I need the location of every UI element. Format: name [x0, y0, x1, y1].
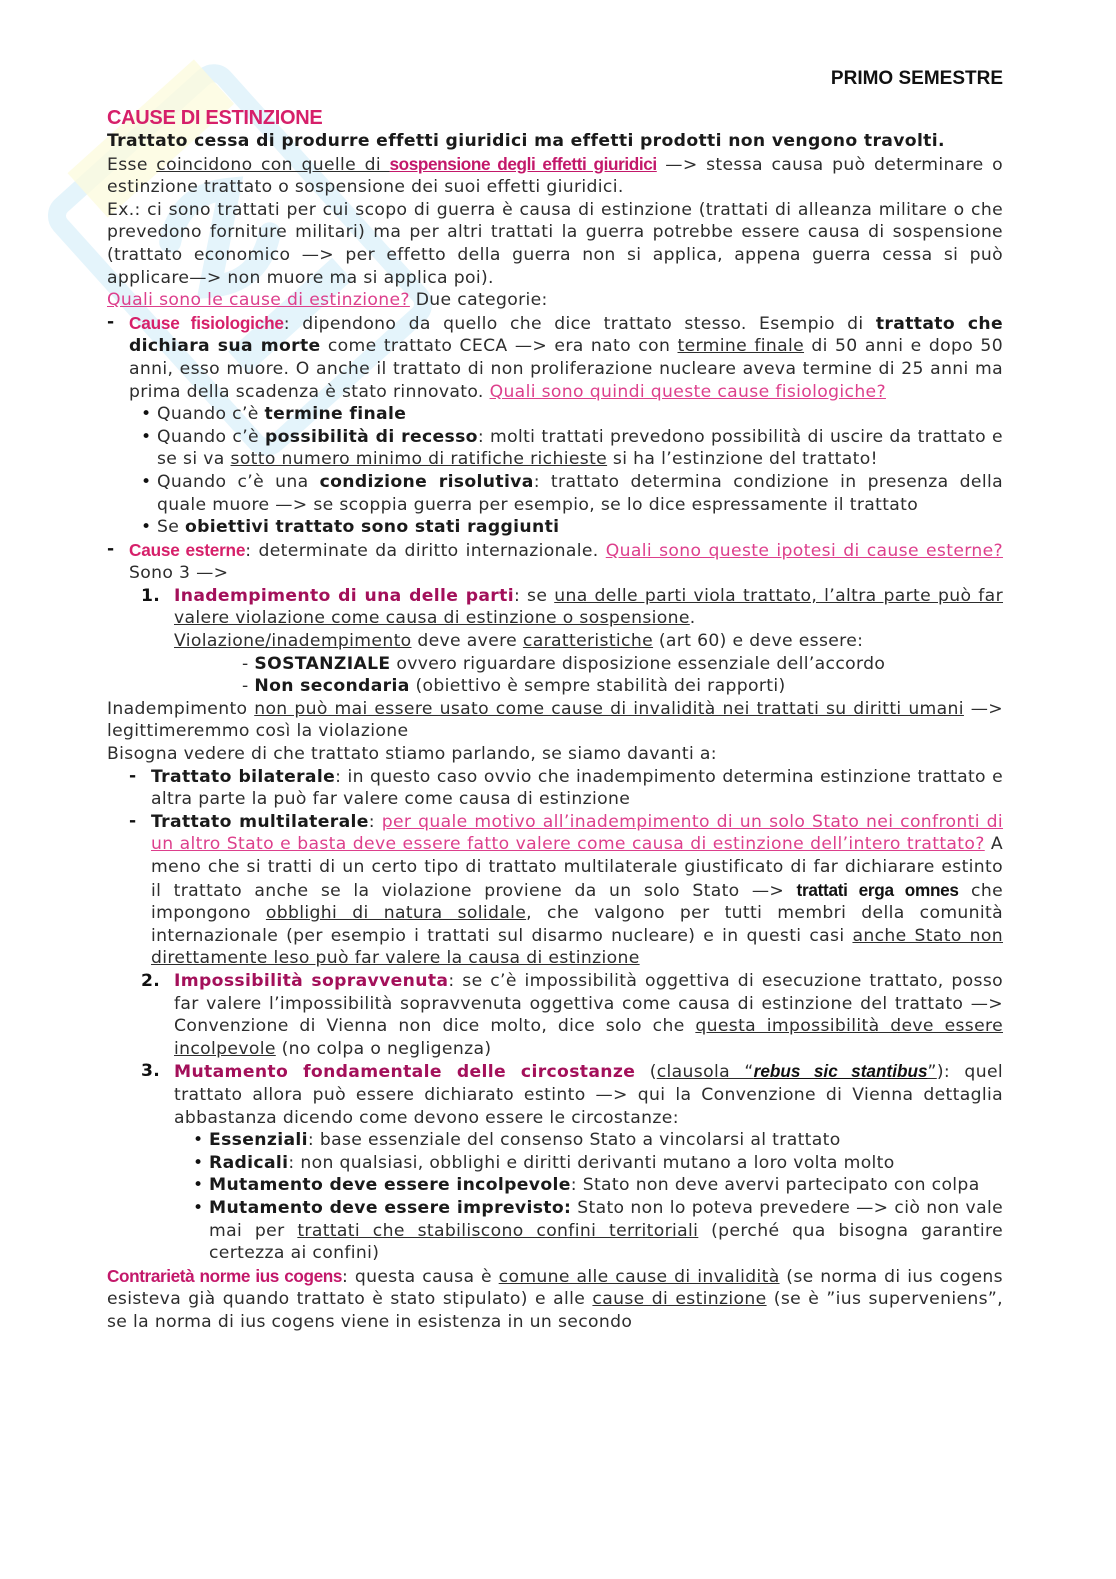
intro-example: Ex.: ci sono trattati per cui scopo di guerra è causa di estinzione (trattati di alleanza militare o che prevedono forniture militari) ma per altri trattati la guerra potrebbe essere causa di sospensione (trattato economico —> per effetto della guerra non si applica, appena guerra cessa si può applicare—> non muore ma si applica poi).	[107, 199, 1003, 288]
mutamento-item: 3. Mutamento fondamentale delle circostanze (clausola “rebus sic stantibus”): quel trattato allora può essere dichiarato estinto —> qui la Convenzione di Vienna dettaglia abbastanza dicendo come devono essere le circostanze:	[141, 1061, 1003, 1128]
mutamento-bullet-essenziali: • Essenziali: base essenziale del consenso Stato a vincolarsi al trattato	[179, 1129, 1003, 1152]
bilaterale-item: - Trattato bilaterale: in questo caso ovvio che inadempimento determina estinzione trattato e altra parte la può far valere come causa di estinzione	[129, 766, 1003, 811]
fisio-bullet-obiettivi: • Se obiettivi trattato sono stati raggiunti	[129, 516, 1003, 539]
mutamento-bullet-incolpevole: • Mutamento deve essere incolpevole: Stato non deve avervi partecipato con colpa	[179, 1174, 1003, 1197]
fisio-bullet-termine: • Quando c’è termine finale	[129, 403, 1003, 426]
inadempimento-note: Inadempimento non può mai essere usato come cause di invalidità nei trattati su diritti umani —> legittimeremmo così la violazione	[107, 698, 1003, 742]
impossibilita-item: 2. Impossibilità sopravvenuta: se c’è impossibilità oggettiva di esecuzione trattato, posso far valere l’impossibilità sopravvenuta oggettiva come causa di estinzione del trattato —> Convenzione di Vienna non dice molto, dice solo che questa impossibilità deve essere incolpevole (no colpa o negligenza)	[141, 970, 1003, 1059]
section-title: CAUSE DI ESTINZIONE	[107, 107, 323, 129]
fisio-bullet-recesso: • Quando c’è possibilità di recesso: molti trattati prevedono possibilità di uscire da trattato e se si va sotto numero minimo di ratifiche richieste si ha l’estinzione del trattato!	[129, 426, 1003, 471]
multilaterale-item: - Trattato multilaterale: per quale motivo all’inadempimento di un solo Stato nei confronti di un altro Stato e basta deve essere fatto valere come causa di estinzione dell’intero trattato? A meno che si tratti di un certo tipo di trattato multilaterale giustificato di far dichiarare estinto il trattato anche se la violazione proviene da un solo Stato —> trattati erga omnes che impongono obblighi di natura solidale, che valgono per tutti membri della comunità internazionale (per esempio i trattati sul disarmo nucleare) e in questi casi anche Stato non direttamente leso può far valere la causa di estinzione	[129, 811, 1003, 970]
document-page	[107, 68, 1003, 1333]
requisite-sostanziale: - SOSTANZIALE ovvero riguardare disposizione essenziale dell’accordo	[242, 653, 886, 674]
mutamento-bullet-radicali: • Radicali: non qualsiasi, obblighi e diritti derivanti mutano a loro volta molto	[179, 1152, 1003, 1175]
fisio-bullet-condizione: • Quando c’è una condizione risolutiva: trattato determina condizione in presenza della quale muore —> se scoppia guerra per esempio, se lo dice espressamente il trattato	[129, 471, 1003, 516]
inadempimento-item: 1. Inadempimento di una delle parti: se una delle parti viola trattato, l’altra parte può far valere violazione come causa di estinzione o sospensione. Violazione/inadempimento deve avere caratteristiche (art 60) e deve essere:	[141, 585, 1003, 652]
ius-cogens-paragraph: Contrarietà norme ius cogens: questa causa è comune alle cause di invalidità (se norma di ius cogens esisteva già quando trattato è stato stipulato) e alle cause di estinzione (se è ”ius superveniens”, se la norma di ius cogens viene in esistenza in un secondo	[107, 1265, 1003, 1332]
intro-coincidence: Esse coincidono con quelle di sospensione degli effetti giuridici —> stessa causa può determinare o estinzione trattato o sospensione dei suoi effetti giuridici.	[107, 153, 1003, 198]
requisite-non-secondaria: - Non secondaria (obiettivo è sempre stabilità dei rapporti)	[242, 676, 786, 697]
esterne-item: - Cause esterne: determinate da diritto internazionale. Quali sono queste ipotesi di cause esterne? Sono 3 —>	[107, 539, 1003, 585]
fisiologiche-item: - Cause fisiologiche: dipendono da quello che dice trattato stesso. Esempio di trattato che dichiara sua morte come trattato CECA —> era nato con termine finale di 50 anni e dopo 50 anni, esso muore. O anche il trattato di non proliferazione nucleare aveva termine di 25 anni ma prima della scadenza è stato rinnovato. Quali sono quindi queste cause fisiologiche?	[107, 312, 1003, 403]
intro-question: Quali sono le cause di estinzione? Due categorie:	[107, 290, 548, 311]
intro-bold-line: Trattato cessa di produrre effetti giuridici ma effetti prodotti non vengono travolti.	[107, 131, 945, 151]
mutamento-bullet-imprevisto: • Mutamento deve essere imprevisto: Stato non lo poteva prevedere —> ciò non vale mai per trattati che stabiliscono confini territoriali (perché qua bisogna garantire certezza ai confini)	[179, 1197, 1003, 1265]
bisogna-line: Bisogna vedere di che trattato stiamo parlando, se siamo davanti a:	[107, 744, 717, 765]
semester-header: PRIMO SEMESTRE	[830, 68, 1003, 89]
